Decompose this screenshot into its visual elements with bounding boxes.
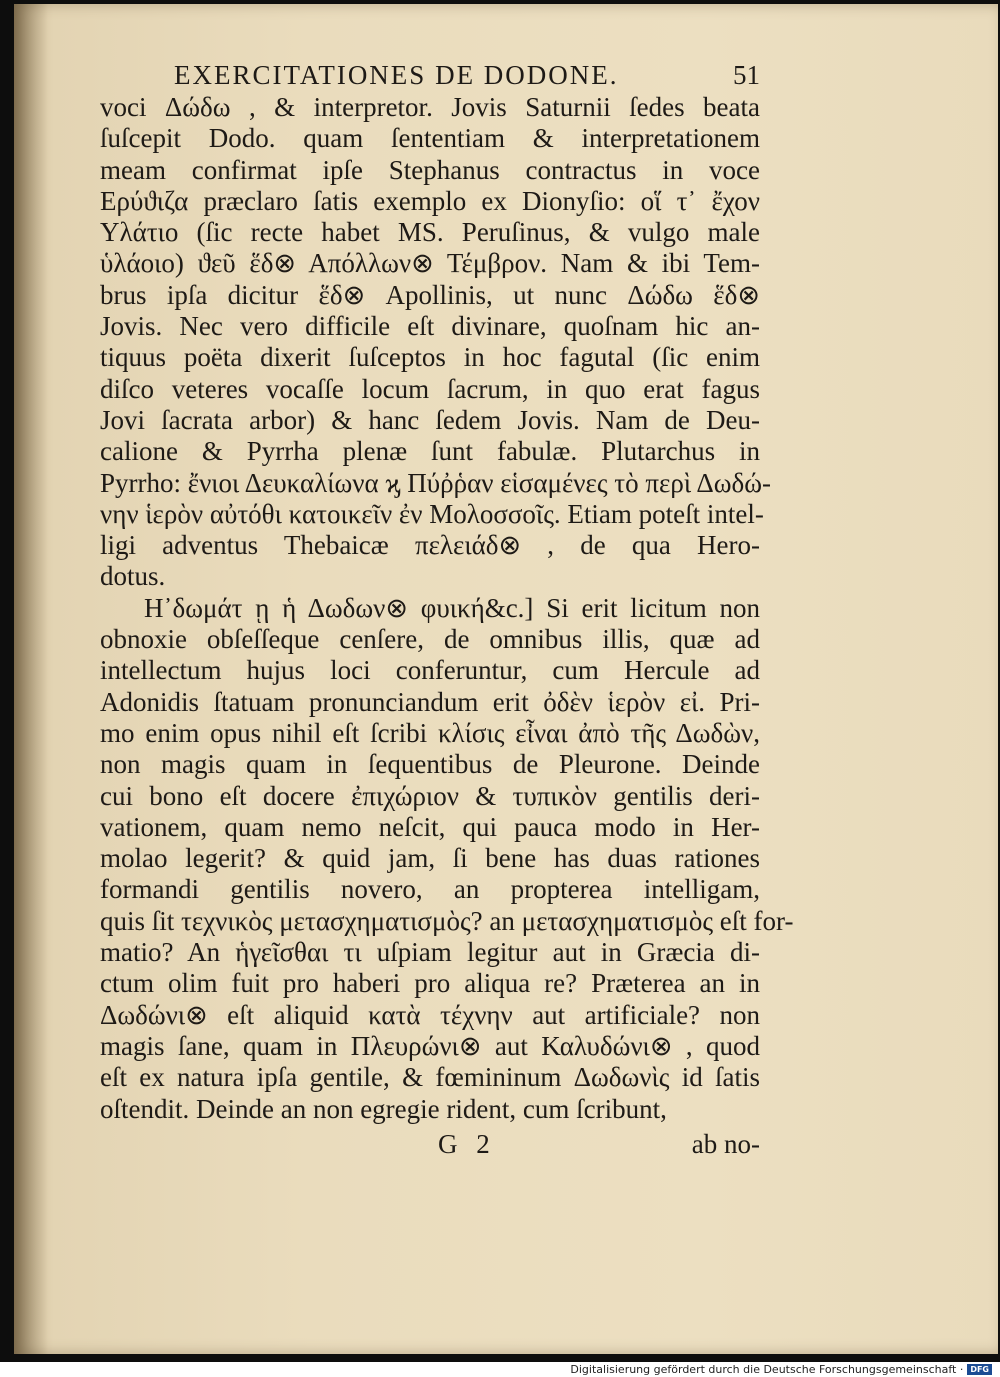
text-line: molao legerit? & quid jam, ſi bene has duas rationes: [100, 843, 760, 874]
text-line: meam confirmat ipſe Stephanus contractus in voce: [100, 154, 760, 185]
signature-mark: G 2: [438, 1128, 496, 1159]
credit-bar: [0, 1362, 1000, 1377]
catchword: ab no-: [691, 1128, 760, 1159]
text-line: non magis quam in ſequentibus de Pleurone. Deinde: [100, 749, 760, 780]
text-line: voci Δώδω , & interpretor. Jovis Saturnii ſedes beata: [100, 92, 760, 122]
text-line: Η᾽δωμάτ ῃ ἡ Δωδων⊗ φυική&c.] Si erit licitum non: [144, 592, 760, 623]
text-line: Δωδώνι⊗ eſt aliquid κατὰ τέχνην aut artificiale? non: [100, 999, 760, 1030]
text-line: matio? An ἡγεῖσθαι τι uſpiam legitur aut in Græcia di-: [100, 937, 760, 968]
text-line: intellectum hujus loci conferuntur, cum Hercule ad: [100, 655, 760, 686]
text-line: brus ipſa dicitur ἕδ⊗ Apollinis, ut nunc Δώδω ἕδ⊗: [100, 279, 760, 310]
text-line: obnoxie obſeſſeque cenſere, de omnibus illis, quæ ad: [100, 624, 760, 655]
text-line: tiquus poëta dixerit ſuſceptos in hoc fagutal (ſic enim: [100, 342, 760, 373]
running-header: [100, 58, 760, 92]
text-line: dotus.: [100, 561, 166, 592]
text-line: vationem, quam nemo neſcit, qui pauca modo in Her-: [100, 811, 760, 842]
body-text: [100, 92, 794, 1125]
text-line: magis ſane, quam in Πλευρώνι⊗ aut Καλυδώνι⊗ , quod: [100, 1030, 760, 1061]
text-line: Υλάτιο (ſic recte habet MS. Peruſinus, & vulgo male: [100, 217, 760, 248]
credit-text: Digitalisierung gefördert durch die Deutsche Forschungsgemeinschaft ·: [570, 1363, 964, 1376]
text-line: quis ſit τεχνικὸς μετασχηματισμὸς? an μετασχηματισμὸς eſt for-: [100, 905, 794, 936]
text-line: diſco veteres vocaſſe locum ſacrum, in quo erat fagus: [100, 373, 760, 404]
text-line: ctum olim fuit pro haberi pro aliqua re? Præterea an in: [100, 968, 760, 999]
page-gutter-shadow: [14, 4, 48, 1354]
text-line: Ερύϑιζα præclaro ſatis exemplo ex Dionyſio: οἵ τ᾽ ἔχον: [100, 185, 760, 216]
text-line: ligi adventus Thebaicæ πελειάδ⊗ , de qua Hero-: [100, 530, 760, 561]
page-number: 51: [733, 60, 760, 90]
text-line: νην ἱερὸν αὐτόθι κατοικεῖν ἐν Μολοσσοῖς. Etiam poteſt intel-: [100, 498, 764, 529]
text-line: ὑλάοιο) ϑεῦ ἕδ⊗ Απόλλων⊗ Τέμβρον. Nam & ibi Tem-: [100, 248, 760, 279]
page-text-block: [100, 58, 794, 1161]
text-line: calione & Pyrrha plenæ ſunt fabulæ. Plutarchus in: [100, 436, 760, 467]
text-line: cui bono eſt docere ἐπιχώριον & τυπικὸν gentilis deri-: [100, 780, 760, 811]
text-line: eſt ex natura ipſa gentile, & fœmininum Δωδωνὶς id ſatis: [100, 1062, 760, 1093]
text-line: Pyrrho: ἔνιοι Δευκαλίωνα ϗ Πύῤῥαν εἱσαμένες τὸ περὶ Δωδώ-: [100, 467, 771, 498]
running-head-title: EXERCITATIONES DE DODONE.: [174, 60, 619, 90]
text-line: formandi gentilis novero, an propterea intelligam,: [100, 874, 760, 905]
text-line: mo enim opus nihil eſt ſcribi κλίσις εἶναι ἀπὸ τῆς Δωδὼν,: [100, 717, 760, 748]
page-footer: [100, 1127, 760, 1161]
text-line: Jovi ſacrata arbor) & hanc ſedem Jovis. Nam de Deu-: [100, 404, 760, 435]
text-line: Adonidis ſtatuam pronunciandum erit ὀδὲν ἱερὸν εἰ. Pri-: [100, 686, 760, 717]
text-line: ſuſcepit Dodo. quam ſententiam & interpretationem: [100, 123, 760, 154]
text-line: Jovis. Nec vero difficile eſt divinare, quoſnam hic an-: [100, 311, 760, 342]
dfg-logo: DFG: [967, 1364, 992, 1375]
text-line: oſtendit. Deinde an non egregie rident, cum ſcribunt,: [100, 1093, 667, 1124]
